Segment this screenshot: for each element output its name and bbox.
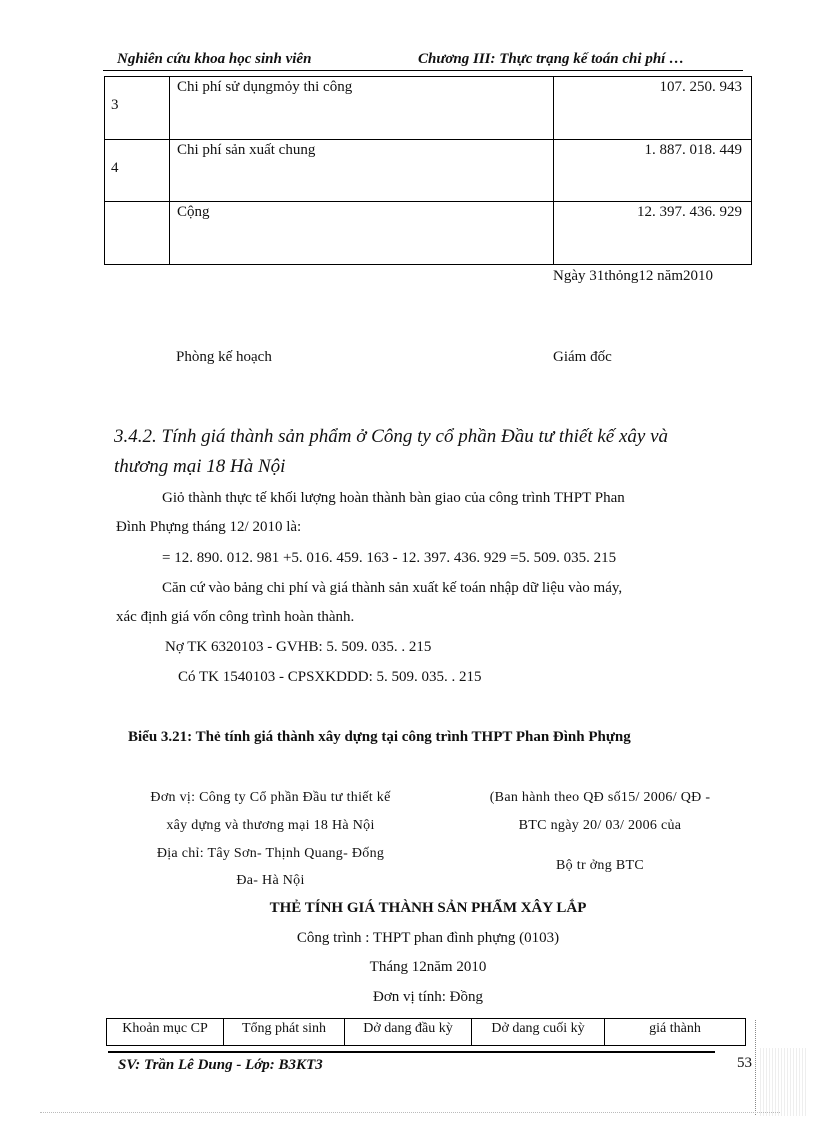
section-title-line2: thương mại 18 Hà Nội <box>114 456 286 477</box>
table-row <box>105 77 752 140</box>
right-margin-rule <box>755 1020 757 1115</box>
regulation-line-3: Bộ tr ởng BTC <box>556 858 644 873</box>
page-bottom-dots <box>40 1112 780 1113</box>
cost-item-name: Chi phí sử dụngmỏy thi công <box>170 77 554 140</box>
cost-item-amount: 107. 250. 943 <box>554 77 752 140</box>
unit-line-1: Đơn vị: Công ty Cổ phần Đầu tư thiết kế <box>150 790 391 805</box>
cost-summary-table <box>104 76 752 265</box>
row-number: 4 <box>111 160 119 176</box>
cost-item-name: Chi phí sản xuất chung <box>170 140 554 202</box>
header-left: Nghiên cứu khoa học sinh viên <box>117 51 312 67</box>
paragraph-1-line2: Đình Phựng tháng 12/ 2010 là: <box>116 519 302 535</box>
card-month: Tháng 12năm 2010 <box>369 959 487 975</box>
unit-line-2: xây dựng và thương mại 18 Hà Nội <box>166 818 375 833</box>
regulation-line-1: (Ban hành theo QĐ số15/ 2006/ QĐ - <box>489 790 711 805</box>
cost-card-table <box>106 1018 746 1046</box>
row-number <box>105 202 169 222</box>
regulation-line-2: BTC ngày 20/ 03/ 2006 của <box>518 818 682 833</box>
table-row <box>105 140 752 202</box>
card-project: Công trình : THPT phan đình phựng (0103) <box>296 930 560 946</box>
debit-entry: Nợ TK 6320103 - GVHB: 5. 509. 035. . 215 <box>165 639 432 655</box>
col-header: Dở dang cuối kỳ <box>472 1019 605 1046</box>
formula-line: = 12. 890. 012. 981 +5. 016. 459. 163 - 12. 397. 436. 929 =5. 509. 035. 215 <box>162 550 617 566</box>
col-header: giá thành <box>605 1019 746 1046</box>
col-header: Khoản mục CP <box>107 1019 224 1046</box>
address-line-2: Đa- Hà Nội <box>236 873 305 888</box>
address-line-1: Địa chỉ: Tây Sơn- Thịnh Quang- Đống <box>156 846 385 861</box>
col-header: Tổng phát sinh <box>224 1019 345 1046</box>
total-label: Cộng <box>170 202 554 265</box>
table-row-total <box>105 202 752 265</box>
page-number: 53 <box>737 1055 752 1071</box>
card-title: THẺ TÍNH GIÁ THÀNH SẢN PHẨM XÂY LẮP <box>269 900 587 916</box>
col-header: Dở dang đầu kỳ <box>345 1019 472 1046</box>
date-line: Ngày 31thỏng12 năm2010 <box>553 268 713 284</box>
signature-planning: Phòng kế hoạch <box>176 349 272 365</box>
row-number: 3 <box>111 97 119 113</box>
section-title-line1: 3.4.2. Tính giá thành sản phẩm ở Công ty cổ phần Đầu tư thiết kế xây và <box>114 426 669 447</box>
footer-student: SV: Trần Lê Dung - Lớp: B3KT3 <box>118 1057 323 1073</box>
credit-entry: Có TK 1540103 - CPSXKDDD: 5. 509. 035. . 215 <box>178 669 482 685</box>
paragraph-2-line1: Căn cứ vào bảng chi phí và giá thành sản xuất kế toán nhập dữ liệu vào máy, <box>162 580 623 596</box>
paragraph-2-line2: xác định giá vốn công trình hoàn thành. <box>116 609 355 625</box>
header-rule <box>103 70 743 71</box>
figure-caption: Biểu 3.21: Thẻ tính giá thành xây dựng tại công trình THPT Phan Đình Phựng <box>128 729 631 745</box>
header-right: Chương III: Thực trạng kế toán chi phí … <box>418 51 685 67</box>
paragraph-1-line1: Giỏ thành thực tế khối lượng hoàn thành bàn giao của công trình THPT Phan <box>162 490 625 506</box>
footer-rule <box>108 1051 715 1053</box>
cost-item-amount: 1. 887. 018. 449 <box>554 140 752 202</box>
card-unit: Đơn vị tính: Đồng <box>372 989 484 1005</box>
total-amount: 12. 397. 436. 929 <box>554 202 752 265</box>
page-edge-shadow <box>760 1048 808 1116</box>
table-header-row <box>107 1019 746 1046</box>
signature-director: Giám đốc <box>553 349 612 365</box>
